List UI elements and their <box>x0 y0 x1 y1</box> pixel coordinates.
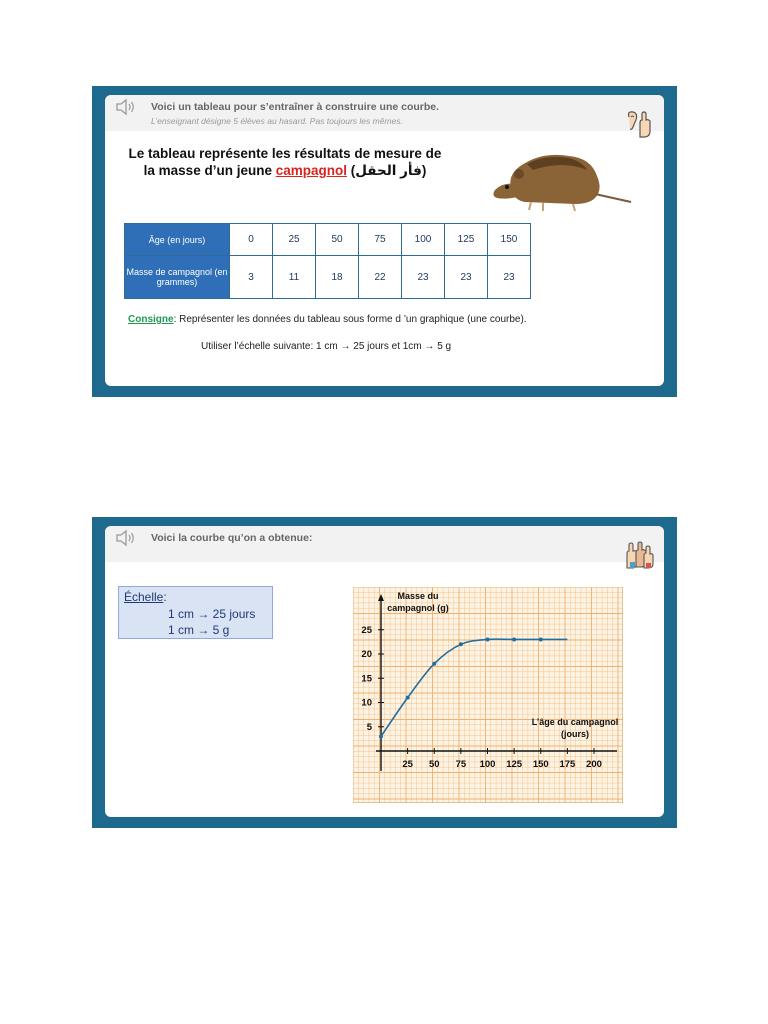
campagnol-word: campagnol <box>275 163 347 178</box>
y-axis-label: Masse du <box>397 591 439 601</box>
mass-cell: 22 <box>359 256 402 299</box>
age-cell: 25 <box>273 224 316 256</box>
consigne-label: Consigne <box>128 314 174 325</box>
mass-cell: 23 <box>488 256 531 299</box>
raised-hands-icon <box>624 540 654 570</box>
slide-1 <box>92 86 677 397</box>
slide-2-header <box>105 526 664 562</box>
age-header: Âge (en jours) <box>125 224 230 256</box>
vole-picture <box>483 140 633 215</box>
title-line-2 <box>125 162 445 179</box>
mass-header: Masse de campagnol (en grammes) <box>125 256 230 299</box>
x-tick-label: 175 <box>559 759 576 770</box>
x-tick-label: 100 <box>479 759 496 770</box>
table-row-mass <box>125 256 531 299</box>
slide-1-header-title: Voici un tableau pour s’entraîner à construire une courbe. <box>151 101 440 113</box>
x-tick-label: 125 <box>506 759 523 770</box>
title-line-2-text: la masse d’un jeune <box>143 163 276 178</box>
ear-and-hand-icon <box>624 109 654 139</box>
scale-box <box>118 586 273 639</box>
x-tick-label: 150 <box>532 759 549 770</box>
age-cell: 50 <box>316 224 359 256</box>
data-table <box>124 223 531 299</box>
x-axis-label: (jours) <box>561 729 589 739</box>
title-line-1: Le tableau représente les résultats de mesure de <box>128 146 442 161</box>
data-point <box>406 696 410 700</box>
data-point <box>459 642 463 646</box>
y-tick-label: 25 <box>361 624 372 636</box>
y-axis-label: campagnol (g) <box>387 603 449 613</box>
slide-2 <box>92 517 677 828</box>
y-tick-label: 5 <box>366 721 372 733</box>
scale-days: 1 cm → 25 jours <box>168 607 256 621</box>
age-cell: 150 <box>488 224 531 256</box>
slide-1-header <box>105 95 664 131</box>
graph-paper <box>353 587 623 803</box>
scale-instruction: Utiliser l’échelle suivante: 1 cm → 25 jours et 1cm → 5 g <box>201 341 452 352</box>
age-cell: 125 <box>445 224 488 256</box>
mass-cell: 18 <box>316 256 359 299</box>
data-point <box>512 637 516 641</box>
mass-cell: 23 <box>402 256 445 299</box>
arabic-translation: (فأر الحقل) <box>346 163 427 178</box>
scale-title-colon: : <box>163 590 167 604</box>
age-cell: 0 <box>230 224 273 256</box>
mass-cell: 3 <box>230 256 273 299</box>
x-tick-label: 25 <box>402 759 413 770</box>
y-tick-label: 20 <box>361 649 372 660</box>
slide-1-title <box>125 145 445 179</box>
data-point <box>486 637 490 641</box>
consigne <box>128 314 527 325</box>
slide-1-header-subtitle: L’enseignant désigne 5 élèves au hasard. Pas toujours les mêmes. <box>151 116 403 126</box>
data-point <box>539 637 543 641</box>
scale-title <box>124 590 167 604</box>
data-point <box>379 734 383 738</box>
x-tick-label: 200 <box>586 759 602 770</box>
mass-cell: 23 <box>445 256 488 299</box>
speaker-icon[interactable] <box>115 98 137 116</box>
slide-2-header-title: Voici la courbe qu’on a obtenue: <box>151 532 313 544</box>
y-tick-label: 15 <box>361 673 372 685</box>
age-cell: 100 <box>402 224 445 256</box>
x-axis-label: L’âge du campagnol <box>531 717 619 727</box>
scale-title-text: Échelle <box>124 590 164 604</box>
growth-chart <box>353 587 623 803</box>
slide-2-content <box>105 526 664 817</box>
y-tick-label: 10 <box>361 697 372 709</box>
slide-1-content <box>105 95 664 386</box>
x-tick-label: 75 <box>455 759 467 770</box>
consigne-text: : Représenter les données du tableau sous forme d ’un graphique (une courbe). <box>173 314 527 325</box>
scale-grams: 1 cm → 5 g <box>168 623 230 637</box>
x-tick-label: 50 <box>428 759 440 770</box>
speaker-icon[interactable] <box>115 529 137 547</box>
mass-cell: 11 <box>273 256 316 299</box>
table-row-age <box>125 224 531 256</box>
data-point <box>432 662 436 666</box>
age-cell: 75 <box>359 224 402 256</box>
